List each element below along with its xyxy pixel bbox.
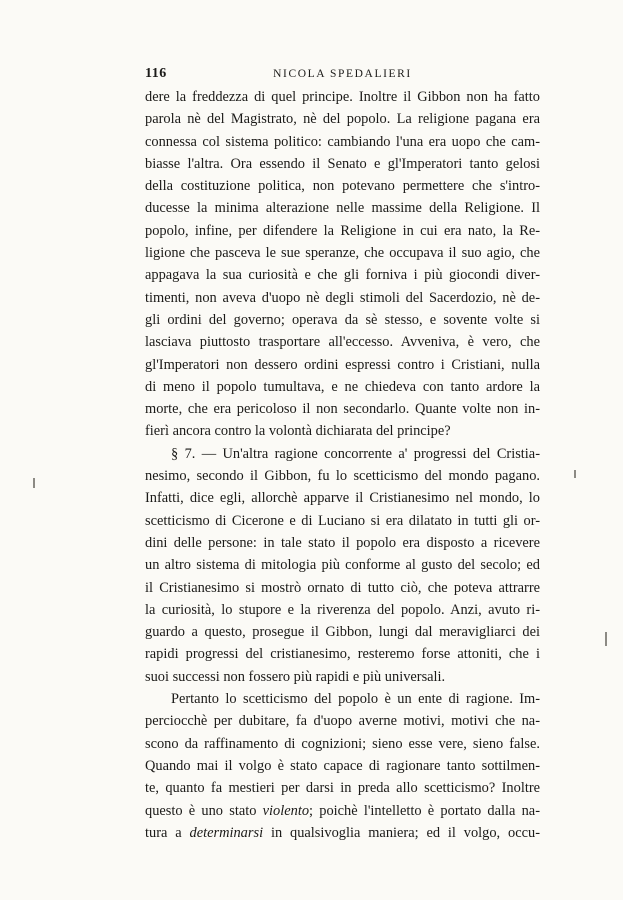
text-line: il Cristianesimo si mostrò ornato di tutto ciò, che poteva attrarre <box>145 579 540 596</box>
text-line: di meno il popolo tumultava, e ne chiedeva con tanto ardore la <box>145 378 540 395</box>
text-line: morte, che era pericoloso il non secondarlo. Quante volte non in- <box>145 401 540 418</box>
text-line: popolo, infine, per difendere la Religione in cui era nato, la Re- <box>145 222 540 239</box>
text-line: nesimo, secondo il Gibbon, fu lo scetticismo del mondo pagano. <box>145 468 540 485</box>
text-line: parola nè del Magistrato, nè del popolo. La religione pagana era <box>145 111 540 128</box>
text-line: timenti, non aveva d'uopo nè degli stimoli del Sacerdozio, nè de- <box>145 289 540 306</box>
text-line: te, quanto fa mestieri per darsi in preda allo scetticismo? Inoltre <box>145 780 540 797</box>
text-line: fierì ancora contro la volontà dichiarata del principe? <box>145 423 451 440</box>
running-title: NICOLA SPEDALIERI <box>273 68 412 80</box>
text-segment: ; poichè l'intelletto è portato dalla na- <box>309 802 540 819</box>
text-line: ligione che pasceva le sue speranze, che occupava il suo agio, che <box>145 245 540 262</box>
text-line: appagava la sua curiosità e che gli forniva i più giocondi diver- <box>145 267 540 284</box>
text-line: guardo a questo, prosegue il Gibbon, lungi dal meravigliarci dei <box>145 624 540 641</box>
text-line: dini delle persone: in tale stato il popolo era disposto a ricevere <box>145 534 540 551</box>
text-line: suoi successi non fossero più rapidi e più universali. <box>145 668 446 685</box>
text-line: connessa col sistema politico: cambiando l'una era uopo che cam- <box>145 133 540 150</box>
page-header <box>145 66 540 86</box>
text-line: dere la freddezza di quel principe. Inoltre il Gibbon non ha fatto <box>145 89 540 105</box>
text-line: lasciava piuttosto trasportare all'eccesso. Avveniva, è vero, che <box>145 334 540 351</box>
body-text <box>145 86 540 844</box>
text-line: ducesse la minima alterazione nelle massime della Religione. Il <box>145 200 540 217</box>
text-segment: tura a <box>145 824 190 841</box>
text-line: § 7. — Un'altra ragione concorrente a' progressi del Cristia- <box>171 445 540 462</box>
text-line: scetticismo di Cicerone e di Luciano si era dilatato in tutti gli or- <box>145 512 540 529</box>
text-line: della costituzione politica, non potevano permettere che s'intro- <box>145 178 540 195</box>
text-line: biasse l'altra. Ora essendo il Senato e gl'Imperatori tanto gelosi <box>145 155 540 172</box>
margin-mark <box>574 470 576 478</box>
text-line: la curiosità, lo stupore e la riverenza del popolo. Anzi, avuto ri- <box>145 601 540 618</box>
margin-mark <box>605 632 607 646</box>
text-segment: questo è uno stato <box>145 802 263 819</box>
text-segment: in qualsivoglia maniera; ed il volgo, occu- <box>263 824 540 841</box>
italic-term: determinarsi <box>189 824 264 841</box>
text-line: Quando mai il volgo è stato capace di ragionare tanto sottilmen- <box>145 757 540 774</box>
text-line <box>145 800 540 822</box>
text-line <box>145 822 540 844</box>
italic-term: violento <box>262 802 310 819</box>
text-line: Infatti, dice egli, allorchè apparve il Cristianesimo nel mondo, lo <box>145 490 540 507</box>
text-line: Pertanto lo scetticismo del popolo è un ente di ragione. Im- <box>171 691 540 708</box>
text-line: scono da raffinamento di cognizioni; sieno esse vere, sieno false. <box>145 735 540 752</box>
text-line: rapidi progressi del cristianesimo, resteremo forse attoniti, che i <box>145 646 540 663</box>
text-line: perciocchè per dubitare, fa d'uopo averne motivi, motivi che na- <box>145 713 540 730</box>
text-line: gl'Imperatori non dessero ordini espressi contro i Cristiani, nulla <box>145 356 540 373</box>
text-line: un altro sistema di mitologia più conforme al gusto del secolo; ed <box>145 557 540 574</box>
margin-mark <box>33 478 35 488</box>
text-line: gli ordini del governo; operava da sè stesso, e sovente volte si <box>145 311 540 328</box>
page-number: 116 <box>145 66 167 81</box>
